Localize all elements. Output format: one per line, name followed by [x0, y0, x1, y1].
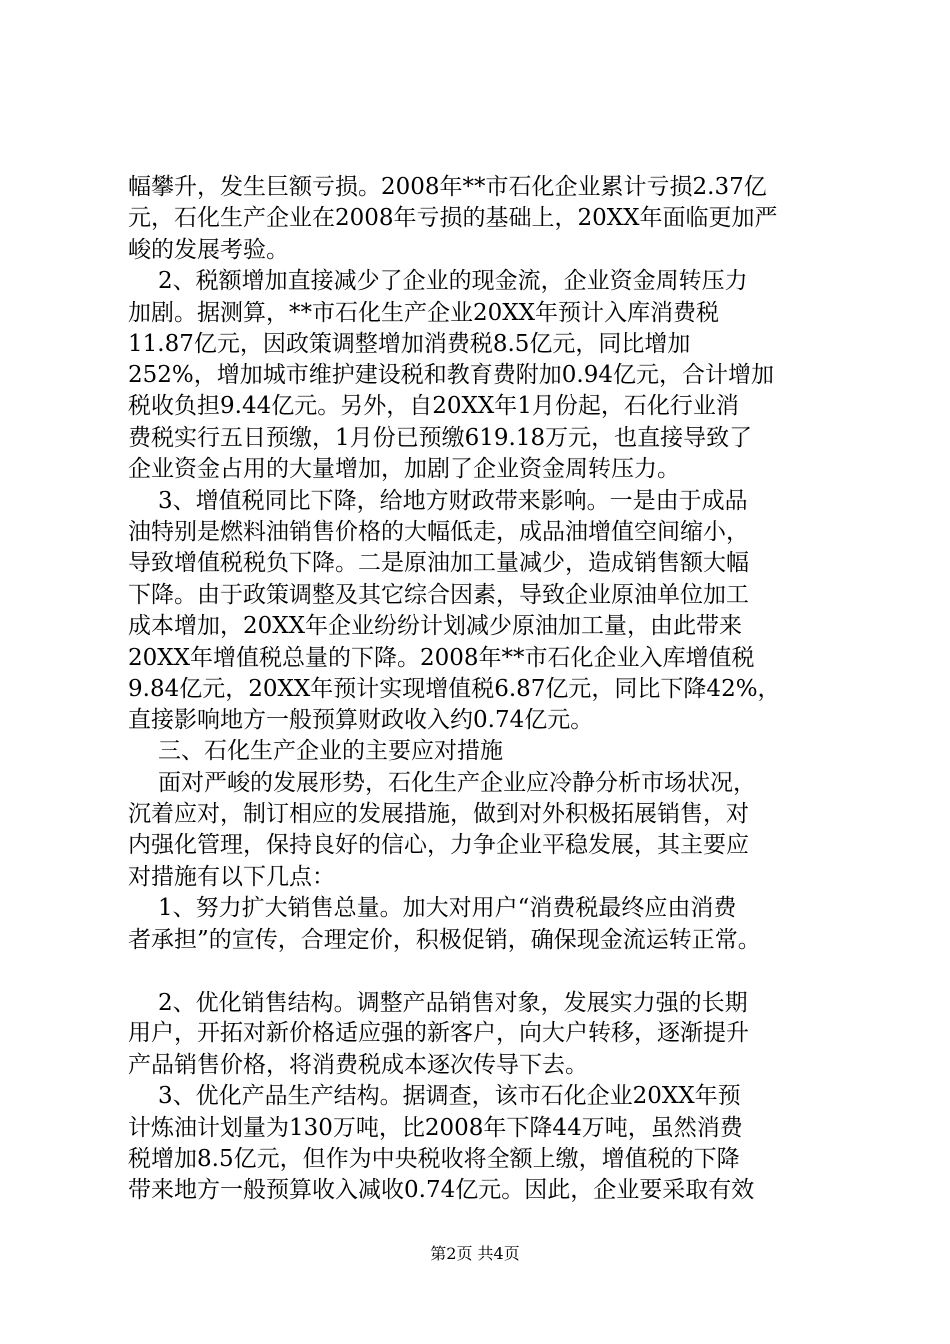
text-line: 内强化管理，保持良好的信心，力争企业平稳发展，其主要应 [128, 832, 749, 858]
text-line: 企业资金占用的大量增加，加剧了企业资金周转压力。 [128, 456, 680, 482]
text-line: 252%，增加城市维护建设税和教育费附加0.94亿元，合计增加 [128, 362, 774, 388]
text-line: 带来地方一般预算收入减收0.74亿元。因此，企业要采取有效 [128, 1177, 755, 1203]
text-line: 沉着应对，制订相应的发展措施，做到对外积极拓展销售，对 [128, 801, 749, 827]
text-line: 直接影响地方一般预算财政收入约0.74亿元。 [128, 707, 594, 733]
text-line: 产品销售价格，将消费税成本逐次传导下去。 [128, 1052, 588, 1078]
text-line: 税收负担9.44亿元。另外，自20XX年1月份起，石化行业消 [128, 393, 739, 419]
text-line: 导致增值税税负下降。二是原油加工量减少，造成销售额大幅 [128, 550, 749, 576]
text-line: 3、增值税同比下降，给地方财政带来影响。一是由于成品 [158, 488, 748, 514]
text-line: 税增加8.5亿元，但作为中央税收将全额上缴，增值税的下降 [128, 1146, 740, 1172]
text-line: 20XX年增值税总量的下降。2008年**市石化企业入库增值税 [128, 645, 755, 671]
text-line: 者承担”的宣传，合理定价，积极促销，确保现金流运转正常。 [128, 927, 761, 953]
text-line: 用户，开拓对新价格适应强的新客户，向大户转移，逐渐提升 [128, 1020, 749, 1046]
text-line: 2、优化销售结构。调整产品销售对象，发展实力强的长期 [158, 990, 748, 1016]
text-line: 成本增加，20XX年企业纷纷计划减少原油加工量，由此带来 [128, 613, 743, 639]
text-line: 面对严峻的发展形势，石化生产企业应冷静分析市场状况， [158, 770, 756, 796]
page-footer: 第2页 共4页 [430, 1244, 520, 1263]
text-line: 幅攀升，发生巨额亏损。2008年**市石化企业累计亏损2.37亿 [128, 174, 767, 200]
text-line: 油特别是燃料油销售价格的大幅低走，成品油增值空间缩小， [128, 519, 749, 545]
text-line: 2、税额增加直接减少了企业的现金流，企业资金周转压力 [158, 268, 748, 294]
text-line: 峻的发展考验。 [128, 237, 289, 263]
text-line: 3、优化产品生产结构。据调查，该市石化企业20XX年预 [158, 1083, 741, 1109]
text-line: 元，石化生产企业在2008年亏损的基础上，20XX年面临更加严 [128, 205, 778, 231]
text-line: 11.87亿元，因政策调整增加消费税8.5亿元，同比增加 [128, 331, 691, 357]
section-heading: 三、石化生产企业的主要应对措施 [158, 738, 503, 764]
text-line: 对措施有以下几点： [128, 864, 335, 890]
text-line: 下降。由于政策调整及其它综合因素，导致企业原油单位加工 [128, 582, 749, 608]
text-line: 计炼油计划量为130万吨，比2008年下降44万吨，虽然消费 [128, 1115, 743, 1141]
text-line: 加剧。据测算，**市石化生产企业20XX年预计入库消费税 [128, 300, 720, 326]
text-line: 费税实行五日预缴，1月份已预缴619.18万元，也直接导致了 [128, 425, 753, 451]
text-line: 1、努力扩大销售总量。加大对用户“消费税最终应由消费 [158, 895, 737, 921]
text-line: 9.84亿元，20XX年预计实现增值税6.87亿元，同比下降42%， [128, 676, 781, 702]
